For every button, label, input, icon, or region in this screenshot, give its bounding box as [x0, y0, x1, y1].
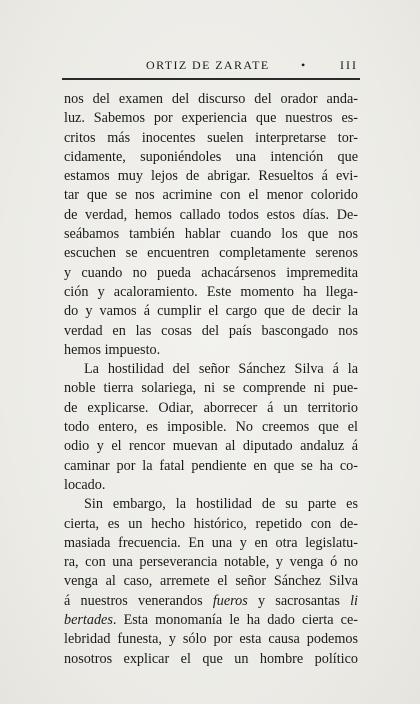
- text-line: locado.: [64, 476, 106, 493]
- text-line: cidamente, suponiéndoles una intención que: [64, 148, 358, 165]
- text-line: masiada frecuencia. En una y en otra legislatu-: [64, 534, 358, 551]
- text-line: de explicarse. Odiar, aborrecer á un territorio: [64, 399, 358, 416]
- text-line: [64, 611, 358, 630]
- text-line: de verdad, hemos callado todos estos días. De-: [64, 206, 358, 223]
- text-line: y cuando no pueda achacársenos impremedita: [64, 264, 358, 281]
- text-line: hemos impuesto.: [64, 341, 161, 358]
- text-line: [64, 592, 358, 611]
- italic-term-libertades-start: li: [350, 592, 358, 609]
- text-run: . Esta monomanía le ha dado cierta ce-: [112, 612, 358, 629]
- italic-term-fueros: fueros: [212, 592, 248, 609]
- text-line: nosotros explicar el que un hombre político: [64, 650, 358, 667]
- text-line: estamos muy lejos de abrigar. Resueltos á evi-: [64, 168, 358, 185]
- text-line: cierta, es un hecho histórico, repetido con de-: [64, 515, 358, 532]
- text-line: lebridad funesta, y sólo por esta causa podemos: [64, 631, 358, 648]
- header-separator: •: [301, 58, 307, 72]
- text-line: noble tierra solariega, ni se comprende ni pue-: [64, 380, 358, 397]
- text-line: luz. Sabemos por experiencia que nuestros es-: [64, 110, 358, 127]
- body-text: [64, 90, 358, 669]
- text-line: seábamos también hablar cuando los que nos: [64, 226, 358, 243]
- running-header: [64, 58, 358, 76]
- text-line: tar que se nos acrimine con el menor colorido: [64, 187, 358, 204]
- text-line: caminar por la fatal pendiente en que se ha co-: [64, 457, 358, 474]
- text-run: á nuestros venerandos: [64, 592, 213, 609]
- text-line: verdad en las cosas del país bascongado nos: [64, 322, 358, 339]
- italic-term-libertades-end: bertades: [64, 612, 113, 629]
- running-title: ORTIZ DE ZARATE: [146, 58, 270, 72]
- text-line: critos más inocentes suelen interpretarse tor-: [64, 129, 358, 146]
- text-line: La hostilidad del señor Sánchez Silva á la: [84, 361, 358, 378]
- text-line: ción y acaloramiento. Este momento ha llega-: [64, 283, 358, 300]
- text-run: y sacrosantas: [247, 592, 351, 609]
- text-line: nos del examen del discurso del orador anda-: [64, 91, 358, 107]
- text-line: ra, con una perseverancia notable, y venga ó no: [64, 554, 358, 571]
- text-line: venga al caso, arremete el señor Sánchez Silva: [64, 573, 358, 590]
- text-line: Sin embargo, la hostilidad de su parte es: [84, 496, 358, 513]
- text-line: escuchen se encuentren completamente serenos: [64, 245, 358, 262]
- page-number: III: [340, 58, 358, 72]
- text-line: todo entero, es imposible. No creemos que el: [64, 419, 358, 436]
- header-rule: [62, 78, 360, 80]
- text-line: do y vamos á cumplir el cargo que de decir la: [64, 303, 358, 320]
- text-line: odio y el rencor muevan al diputado andaluz á: [64, 438, 358, 455]
